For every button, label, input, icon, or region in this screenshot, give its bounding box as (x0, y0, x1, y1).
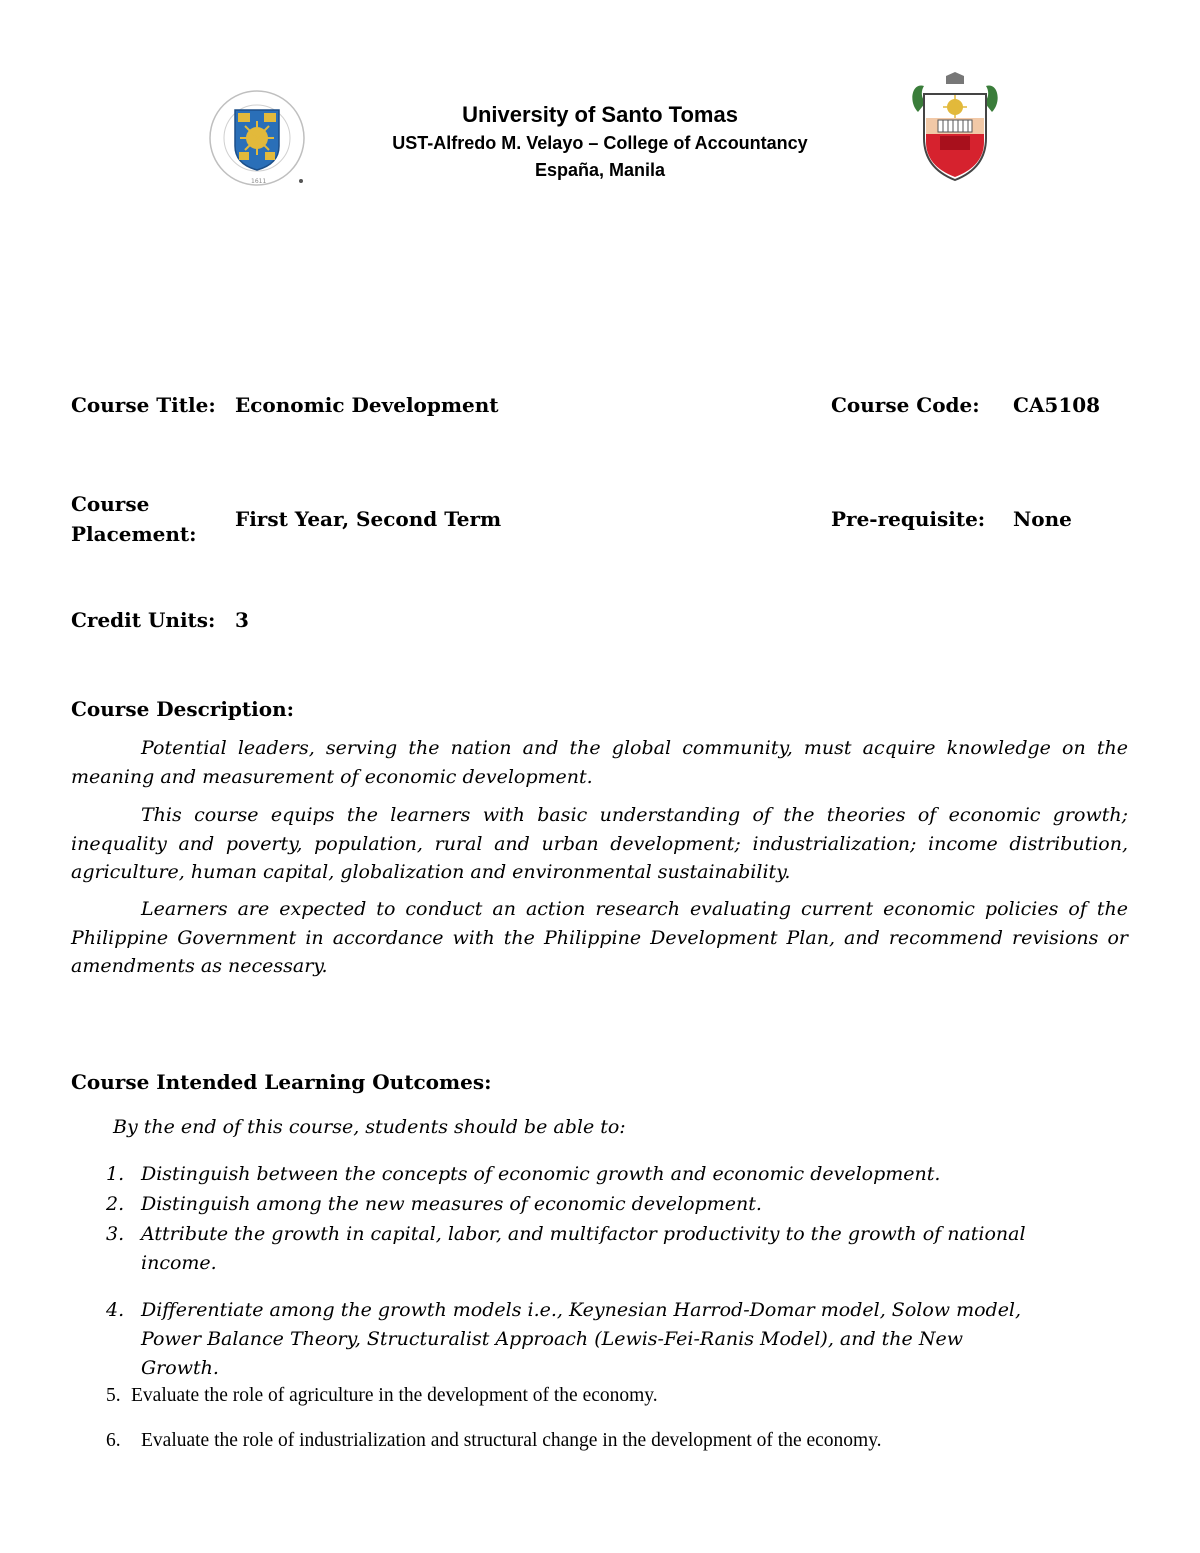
outcome-number: 4. (106, 1299, 125, 1321)
course-title-value: Economic Development (235, 393, 499, 417)
course-code-label: Course Code: (831, 393, 980, 417)
svg-text:1611: 1611 (251, 178, 267, 185)
university-name: University of Santo Tomas (462, 102, 738, 127)
college-name: UST-Alfredo M. Velayo – College of Accountancy (392, 133, 808, 153)
course-code-value: CA5108 (1013, 393, 1101, 417)
outcome-number: 3. (106, 1223, 125, 1245)
college-crest-logo (910, 72, 1000, 184)
course-placement-value: First Year, Second Term (235, 507, 502, 531)
ust-seal-logo (205, 88, 309, 188)
outcome-text: Distinguish among the new measures of economic development. (141, 1193, 762, 1215)
outcome-text: Differentiate among the growth models i.e., Keynesian Harrod-Domar model, Solow model, Power Balance Theory, Structuralist Approach (Lewis-Fei-Ranis Model), and the New Growth. (141, 1299, 1022, 1379)
outcome-text: Evaluate the role of agriculture in the development of the economy. (131, 1385, 658, 1406)
course-description-heading: Course Description: (71, 697, 295, 721)
outcome-number: 1. (106, 1163, 125, 1185)
description-paragraph-2: This course equips the learners with basic understanding of the theories of economic growth; inequality and poverty, population, rural and urban development; industrialization; income distribution, agriculture, human capital, globalization and environmental sustainability. (71, 804, 1128, 883)
outcome-number: 2. (106, 1193, 125, 1215)
prerequisite-value: None (1013, 507, 1072, 531)
outcome-text: Evaluate the role of industrialization and structural change in the development of the economy. (141, 1430, 882, 1451)
description-paragraph-3: Learners are expected to conduct an action research evaluating current economic policies of the Philippine Government in accordance with the Philippine Development Plan, and recommend revisions or amendments as necessary. (71, 898, 1128, 977)
campus-location: España, Manila (534, 160, 666, 180)
credit-units-value: 3 (235, 608, 249, 632)
course-placement-label-line1: Course (71, 492, 150, 516)
course-placement-label-line2: Placement: (71, 522, 197, 546)
credit-units-label: Credit Units: (71, 608, 216, 632)
learning-outcomes-heading: Course Intended Learning Outcomes: (71, 1070, 492, 1094)
outcome-text: Attribute the growth in capital, labor, and multifactor productivity to the growth of national income. (141, 1223, 1026, 1274)
description-paragraph-1: Potential leaders, serving the nation and the global community, must acquire knowledge on the meaning and measurement of economic development. (71, 737, 1128, 788)
course-title-label: Course Title: (71, 393, 216, 417)
learning-outcomes-intro: By the end of this course, students should be able to: (113, 1116, 626, 1138)
outcome-number: 6. (106, 1430, 121, 1451)
outcome-text: Distinguish between the concepts of economic growth and economic development. (141, 1163, 941, 1185)
prerequisite-label: Pre-requisite: (831, 507, 986, 531)
outcome-number: 5. (106, 1385, 121, 1406)
